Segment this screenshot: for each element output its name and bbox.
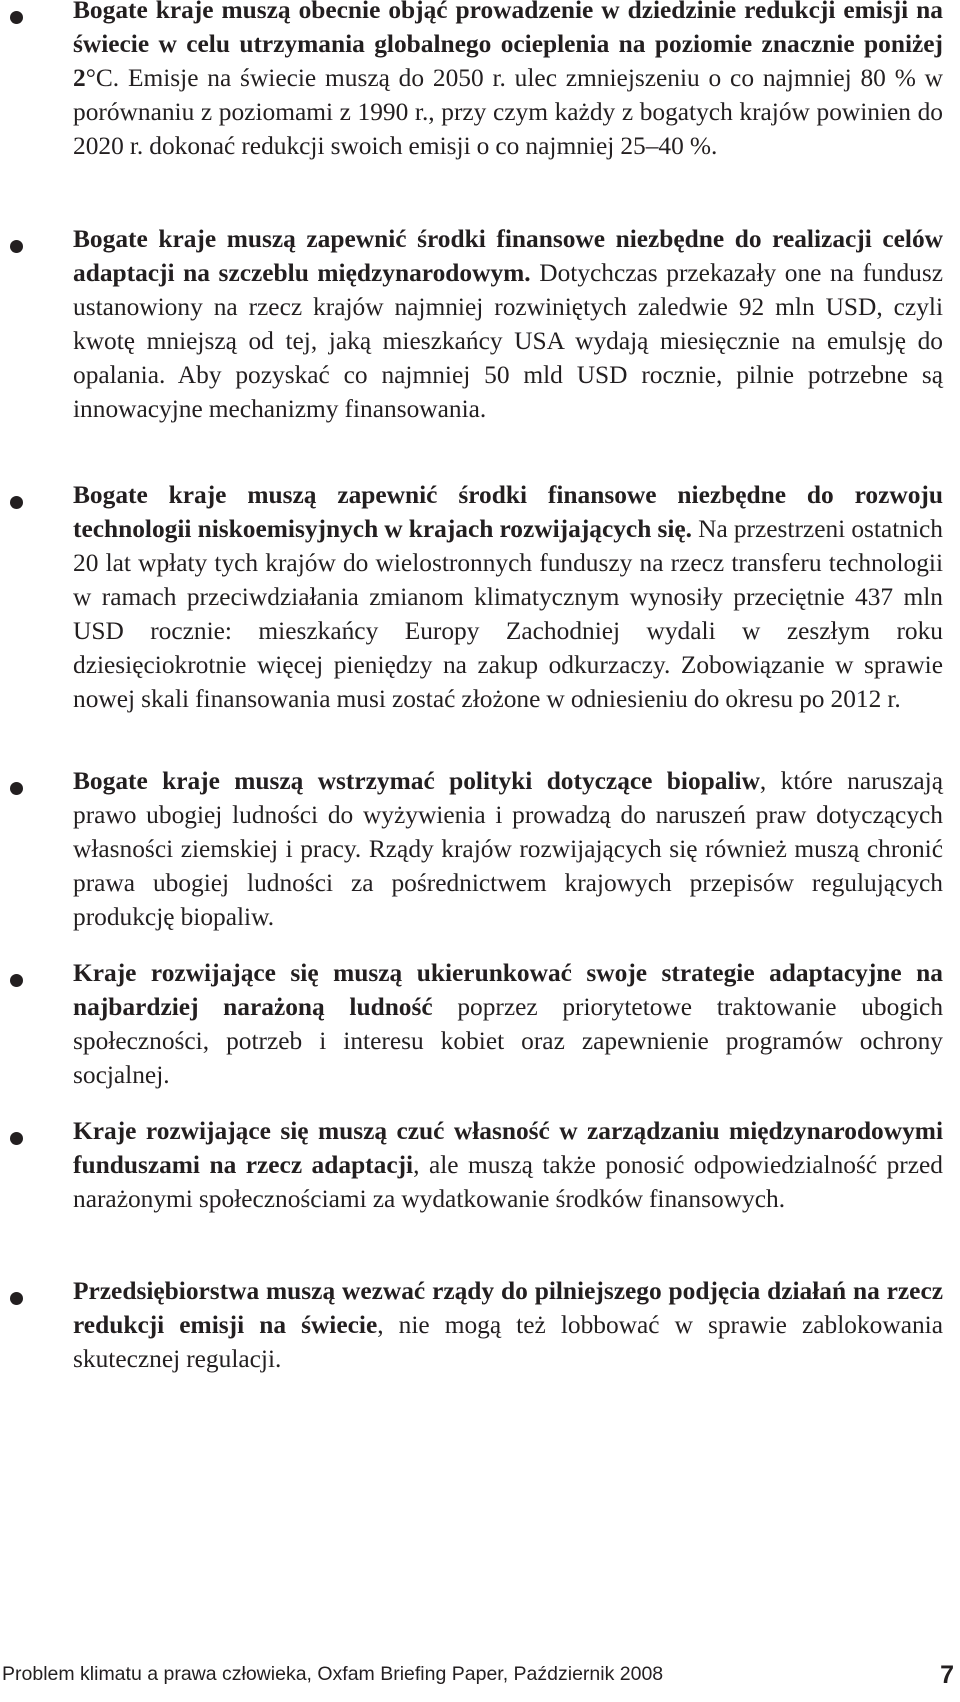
list-item-body: Na przestrzeni ostatnich 20 lat wpłaty tych krajów do wielostronnych funduszy na rzecz transferu technologii w ramach przeciwdziałania zmianom klimatycznym wynosiły przeciętnie 437 mln USD rocznie: mieszkańcy Europy Zachodniej wydali w zeszłym roku dziesięciokrotnie więcej pieniędzy na zakup odkurzaczy. Zobowiązanie w sprawie nowej skali finansowania musi zostać złożone w odniesieniu do okresu po 2012 r. xyxy=(73,515,943,713)
list-item-text xyxy=(73,1274,943,1376)
list-item-body: , nie mogą też lobbować w sprawie zablokowania skutecznej regulacji. xyxy=(73,1311,943,1373)
page-footer xyxy=(0,1661,960,1695)
list-item-text xyxy=(73,0,943,163)
bullet-icon xyxy=(10,782,23,795)
list-item-bold: Kraje rozwijające się muszą czuć własność w zarządzaniu międzynarodowymi funduszami na rzecz adaptacji xyxy=(73,1117,943,1179)
bullet-icon xyxy=(10,240,23,253)
list-item-body: , ale muszą także ponosić odpowiedzialność przed narażonymi społecznościami za wydatkowanie środków finansowych. xyxy=(73,1151,943,1213)
list-item-body: Dotychczas przekazały one na fundusz ustanowiony na rzecz krajów najmniej rozwiniętych zaledwie 92 mln USD, czyli kwotę mniejszą od tej, jaką mieszkańcy USA wydają miesięcznie na emulsję do opalania. Aby pozyskać co najmniej 50 mld USD rocznie, pilnie potrzebne są innowacyjne mechanizmy finansowania. xyxy=(73,259,943,423)
bullet-icon xyxy=(10,974,23,987)
list-item-text xyxy=(73,764,943,934)
list-item-text xyxy=(73,1114,943,1216)
footer-caption: Problem klimatu a prawa człowieka, Oxfam Briefing Paper, Październik 2008 xyxy=(2,1663,664,1685)
list-item-text xyxy=(73,222,943,426)
bullet-icon xyxy=(10,11,23,24)
list-item-bold: Bogate kraje muszą wstrzymać polityki dotyczące biopaliw xyxy=(73,767,760,795)
bullet-icon xyxy=(10,1292,23,1305)
page-number: 7 xyxy=(940,1661,954,1689)
list-item-bold: Bogate kraje muszą zapewnić środki finansowe niezbędne do rozwoju technologii niskoemisyjnych w krajach rozwijających się. xyxy=(73,481,943,543)
list-item-text xyxy=(73,478,943,716)
list-item-body: °C. Emisje na świecie muszą do 2050 r. ulec zmniejszeniu o co najmniej 80 % w porównaniu z poziomami z 1990 r., przy czym każdy z bogatych krajów powinien do 2020 r. dokonać redukcji swoich emisji o co najmniej 25–40 %. xyxy=(73,64,943,160)
list-item-text xyxy=(73,956,943,1092)
bullet-icon xyxy=(10,496,23,509)
list-item-bold: Kraje rozwijające się muszą ukierunkować swoje strategie adaptacyjne na najbardziej narażoną ludność xyxy=(73,959,943,1021)
bullet-icon xyxy=(10,1132,23,1145)
list-item-bold: Bogate kraje muszą obecnie objąć prowadzenie w dziedzinie redukcji emisji na świecie w celu utrzymania globalnego ocieplenia na poziomie znacznie poniżej 2 xyxy=(73,0,943,92)
list-item-bold: Bogate kraje muszą zapewnić środki finansowe niezbędne do realizacji celów adaptacji na szczeblu międzynarodowym. xyxy=(73,225,943,287)
list-item-body: poprzez priorytetowe traktowanie ubogich społeczności, potrzeb i interesu kobiet oraz zapewnienie programów ochrony socjalnej. xyxy=(73,993,944,1089)
list-item-body: , które naruszają prawo ubogiej ludności do wyżywienia i prowadzą do naruszeń praw dotyczących własności ziemskiej i pracy. Rządy krajów rozwijających się również muszą chronić prawa ubogiej ludności za pośrednictwem krajowych przepisów regulujących produkcję biopaliw. xyxy=(73,767,943,931)
list-item-bold: Przedsiębiorstwa muszą wezwać rządy do pilniejszego podjęcia działań na rzecz redukcji emisji na świecie xyxy=(73,1277,943,1339)
